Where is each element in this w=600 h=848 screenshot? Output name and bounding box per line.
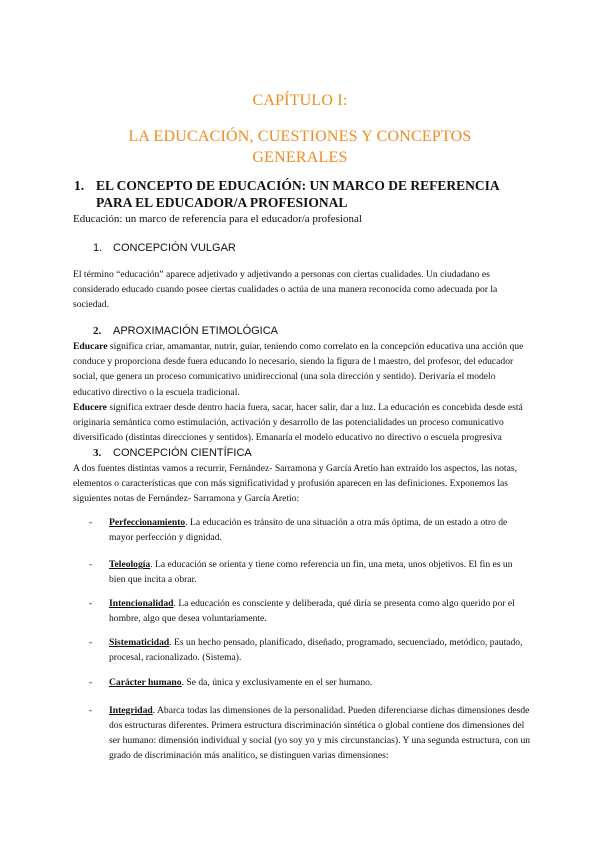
term-educare: Educare: [73, 341, 108, 352]
list-item: [91, 515, 531, 545]
list-item-text: . La educación se orienta y tiene como referencia un fin, una meta, unos objetivos. El fin es un bien que incita a obrar.: [109, 559, 513, 585]
subsection-title: CONCEPCIÓN VULGAR: [113, 242, 236, 254]
list-item-text: . Se da, única y exclusivamente en el ser humano.: [181, 677, 373, 688]
section-heading: [74, 178, 500, 194]
paragraph-etimologica: [73, 339, 525, 445]
list-bullet: -: [89, 705, 93, 716]
list-item-term: Integridad: [109, 705, 153, 716]
list-bullet: -: [89, 677, 93, 688]
list-bullet: -: [89, 559, 93, 570]
paragraph-cientifica-intro: [73, 461, 525, 507]
list-item-term: Perfeccionamiento: [109, 517, 186, 528]
subsection-number: 2.: [93, 325, 102, 337]
list-item: [91, 675, 531, 690]
list-item-term: Sistematicidad: [109, 637, 170, 648]
list-item: [91, 703, 531, 763]
subsection-number: 1.: [93, 242, 103, 254]
paragraph-educare: [73, 339, 525, 400]
section-title-line1: EL CONCEPTO DE EDUCACIÓN: UN MARCO DE REFERENCIA: [96, 178, 500, 193]
subsection-title: APROXIMACIÓN ETIMOLÓGICA: [113, 325, 279, 337]
subsection-number: 3.: [93, 447, 102, 459]
list-item: [91, 635, 531, 665]
subsection-heading-etimologica: [93, 325, 278, 337]
list-item-text: . La educación es tránsito de una situación a otra más óptima, de un estado a otro de mayor perfección y dignidad.: [109, 517, 508, 543]
chapter-title-line2: GENERALES: [252, 149, 348, 166]
section-subtitle: Educación: un marco de referencia para el educador/a profesional: [73, 213, 362, 225]
term-educere: Educere: [73, 401, 107, 413]
educare-definition: significa criar, amamantar, nutrir, guiar, teniendo como correlato en la concepción educativa una acción que conduce y proporciona desde fuera educando lo necesario, siendo la figura de l maestro, del profesor, del educador social, que genera un proceso comunicativo unidireccional (una sola dirección y sentido). Derivaría el modelo educativo directivo o la escuela tradicional.: [73, 341, 524, 398]
list-item-text: . La educación es consciente y deliberada, qué diría se presenta como algo querido por el hombre, algo que desea voluntariamente.: [109, 598, 515, 624]
paragraph-text: El término “educación” aparece adjetivado y adjetivando a personas con ciertas cualidades. Un ciudadano es considerado educado cuando posee ciertas cualidades o actúa de una manera reconocida como adecuada por la sociedad.: [73, 269, 498, 311]
list-item-term: Intencionalidad: [109, 598, 174, 609]
section-number: 1.: [74, 178, 85, 193]
list-item-text: . Es un hecho pensado, planificado, diseñado, programado, secuenciado, metódico, pautado, procesal, racionalizado. (Sistema).: [109, 637, 523, 663]
subsection-title: CONCEPCIÓN CIENTÍFICA: [113, 447, 252, 459]
educere-definition: significa extraer desde dentro hacia fuera, sacar, hacer salir, dar a luz. La educación es concebida desde está originaria semántica como estimulación, activación y desarrollo de las potencialidades un proceso comunicativo diversificado (distintas direcciones y sentidos). Emanaría el modelo educativo no directivo o escuela progresiva: [73, 401, 523, 444]
chapter-title-line1: LA EDUCACIÓN, CUESTIONES Y CONCEPTOS: [128, 128, 472, 145]
subsection-heading-cientifica: [93, 447, 252, 459]
list-item: [91, 596, 531, 626]
paragraph-vulgar: [73, 267, 525, 313]
paragraph-text: A dos fuentes distintas vamos a recurrir, Fernández- Sarramona y García Aretio han extraído los aspectos, las notas, elementos o características que con más significatividad y profusión aparecen en las definiciones. Exponemos las siguientes notas de Fernández- Sarramona y García Aretio:: [73, 463, 517, 505]
list-item-term: Carácter humano: [109, 677, 182, 688]
subsection-heading-vulgar: [93, 242, 236, 254]
chapter-label: CAPÍTULO I:: [252, 92, 348, 109]
list-bullet: -: [89, 637, 93, 648]
list-bullet: -: [89, 598, 93, 609]
section-title-line2: PARA EL EDUCADOR/A PROFESIONAL: [96, 195, 348, 210]
list-item-text: . Abarca todas las dimensiones de la personalidad. Pueden diferenciarse dichas dimensiones desde dos estructuras diferentes. Primera estructura discriminación sintética o global contiene dos dimensiones del ser humano: dimensión individual y social (yo soy yo y mis circunstancias). Y una segunda estructura, con un grado de discriminación más analítico, se distinguen varias dimensiones:: [109, 705, 531, 761]
paragraph-educere: [73, 400, 525, 446]
list-bullet: -: [89, 517, 93, 528]
list-item: [91, 557, 531, 587]
list-item-term: Teleología: [109, 559, 151, 570]
